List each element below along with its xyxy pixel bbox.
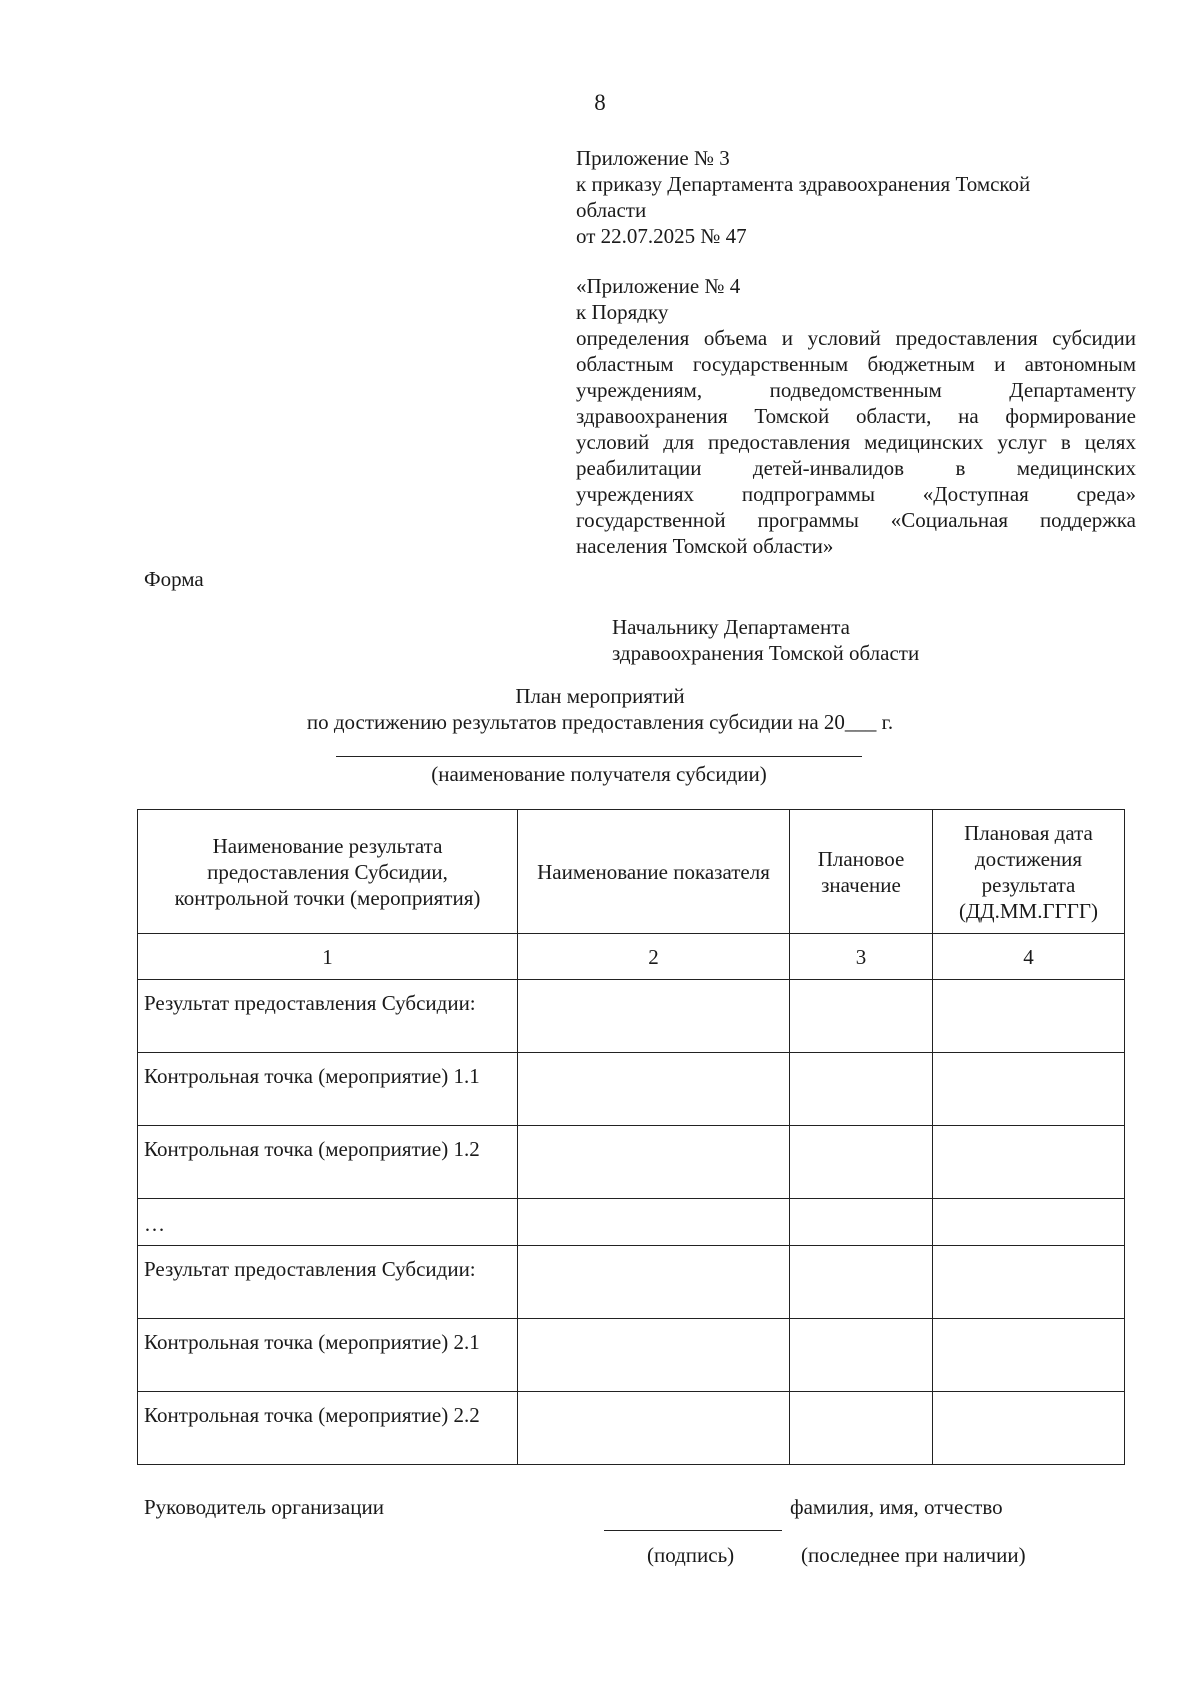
appendix-block [576, 145, 1136, 249]
planned-date-cell[interactable] [933, 1053, 1125, 1126]
word: среда» [1076, 482, 1136, 506]
row-label: Контрольная точка (мероприятие) 1.2 [138, 1126, 518, 1199]
order-ref-line [576, 481, 1136, 507]
row-label: Результат предоставления Субсидии: [138, 1246, 518, 1319]
planned-value-cell[interactable] [790, 1246, 933, 1319]
table-row [138, 1392, 1125, 1465]
order-ref-line: к Порядку [576, 300, 669, 324]
addressee-block [612, 614, 919, 666]
word: детей-инвалидов [752, 456, 905, 480]
word: предоставления [708, 430, 851, 454]
full-name-label: фамилия, имя, отчество [790, 1495, 1003, 1519]
word: подпрограммы [741, 482, 876, 506]
planned-date-cell[interactable] [933, 1392, 1125, 1465]
column-header-indicator: Наименование показателя [518, 810, 790, 934]
order-ref-title: «Приложение № 4 [576, 274, 741, 298]
word: медицинских [1016, 456, 1136, 480]
table-row [138, 1053, 1125, 1126]
planned-value-cell[interactable] [790, 1053, 933, 1126]
word: в [955, 456, 966, 480]
order-ref-line: населения Томской области» [576, 534, 834, 558]
order-ref-line [576, 507, 1136, 533]
planned-value-cell[interactable] [790, 1319, 933, 1392]
word: учреждениям, [576, 378, 703, 402]
word: медицинских [864, 430, 984, 454]
word: Департаменту [1009, 378, 1136, 402]
word: предоставления [895, 326, 1038, 350]
word: учреждениях [576, 482, 695, 506]
table-row [138, 1246, 1125, 1319]
word: субсидии [1052, 326, 1136, 350]
word: поддержка [1039, 508, 1136, 532]
order-reference-block [576, 273, 1136, 559]
word: Томской [754, 404, 830, 428]
word: определения [576, 326, 690, 350]
page-number: 8 [594, 90, 606, 115]
word: подведомственным [769, 378, 942, 402]
column-number: 2 [518, 934, 790, 980]
indicator-cell[interactable] [518, 980, 790, 1053]
word: областным [576, 352, 674, 376]
full-name-caption: (последнее при наличии) [801, 1543, 1026, 1567]
plan-title: План мероприятий [515, 684, 685, 708]
row-label: Контрольная точка (мероприятие) 1.1 [138, 1053, 518, 1126]
column-number-row [138, 934, 1125, 980]
word: для [663, 430, 695, 454]
signature-line[interactable] [604, 1530, 782, 1531]
indicator-cell[interactable] [518, 1246, 790, 1319]
appendix-line: области [576, 198, 647, 222]
indicator-cell[interactable] [518, 1319, 790, 1392]
word: государственным [692, 352, 849, 376]
word: условий [576, 430, 650, 454]
planned-date-cell[interactable] [933, 1319, 1125, 1392]
recipient-name-line [336, 756, 862, 757]
signature-caption: (подпись) [647, 1543, 735, 1567]
indicator-cell[interactable] [518, 1053, 790, 1126]
column-number: 4 [933, 934, 1125, 980]
word: бюджетным [867, 352, 975, 376]
form-label: Форма [144, 567, 204, 591]
word: на [958, 404, 979, 428]
planned-value-cell[interactable] [790, 1199, 933, 1246]
table-row-ellipsis [138, 1199, 1125, 1246]
word: «Социальная [890, 508, 1009, 532]
plan-table [137, 809, 1125, 1465]
word: «Доступная [922, 482, 1029, 506]
row-label: Контрольная точка (мероприятие) 2.2 [138, 1392, 518, 1465]
order-ref-line [576, 403, 1136, 429]
column-number: 1 [138, 934, 518, 980]
order-ref-line [576, 429, 1136, 455]
word: в [1060, 430, 1071, 454]
recipient-caption: (наименование получателя субсидии) [431, 762, 767, 786]
indicator-cell[interactable] [518, 1392, 790, 1465]
word: и [994, 352, 1006, 376]
word: программы [757, 508, 859, 532]
table-row [138, 1319, 1125, 1392]
row-label: … [138, 1199, 518, 1246]
row-label: Результат предоставления Субсидии: [138, 980, 518, 1053]
column-header-planned-value: Плановое значение [790, 810, 933, 934]
word: автономным [1024, 352, 1136, 376]
column-header-planned-date: Плановая дата достижения результата (ДД.ММ.ГГГГ) [933, 810, 1125, 934]
order-ref-line [576, 377, 1136, 403]
head-of-organization-label: Руководитель организации [144, 1495, 384, 1519]
addressee-line: здравоохранения Томской области [612, 641, 920, 665]
order-ref-line [576, 455, 1136, 481]
column-header-result: Наименование результата предоставления Субсидии, контрольной точки (мероприятия) [138, 810, 518, 934]
word: и [781, 326, 794, 350]
word: услуг [997, 430, 1047, 454]
planned-value-cell[interactable] [790, 1392, 933, 1465]
row-label: Контрольная точка (мероприятие) 2.1 [138, 1319, 518, 1392]
word: формирование [1005, 404, 1136, 428]
order-ref-line [576, 325, 1136, 351]
appendix-line: к приказу Департамента здравоохранения Томской [576, 172, 1031, 196]
planned-date-cell[interactable] [933, 1126, 1125, 1199]
column-number: 3 [790, 934, 933, 980]
appendix-date: от 22.07.2025 № 47 [576, 224, 747, 248]
planned-value-cell[interactable] [790, 980, 933, 1053]
word: условий [807, 326, 881, 350]
word: области, [855, 404, 932, 428]
table-row [138, 980, 1125, 1053]
order-ref-line [576, 351, 1136, 377]
table-row [138, 1126, 1125, 1199]
word: реабилитации [576, 456, 702, 480]
word: здравоохранения [576, 404, 728, 428]
appendix-title: Приложение № 3 [576, 146, 730, 170]
addressee-line: Начальнику Департамента [612, 615, 850, 639]
planned-value-cell[interactable] [790, 1126, 933, 1199]
table-header-row [138, 810, 1125, 934]
word: целях [1084, 430, 1136, 454]
planned-date-cell[interactable] [933, 980, 1125, 1053]
indicator-cell[interactable] [518, 1199, 790, 1246]
planned-date-cell[interactable] [933, 1199, 1125, 1246]
word: государственной [576, 508, 726, 532]
indicator-cell[interactable] [518, 1126, 790, 1199]
plan-subtitle: по достижению результатов предоставления субсидии на 20___ г. [306, 710, 894, 734]
word: объема [703, 326, 768, 350]
planned-date-cell[interactable] [933, 1246, 1125, 1319]
